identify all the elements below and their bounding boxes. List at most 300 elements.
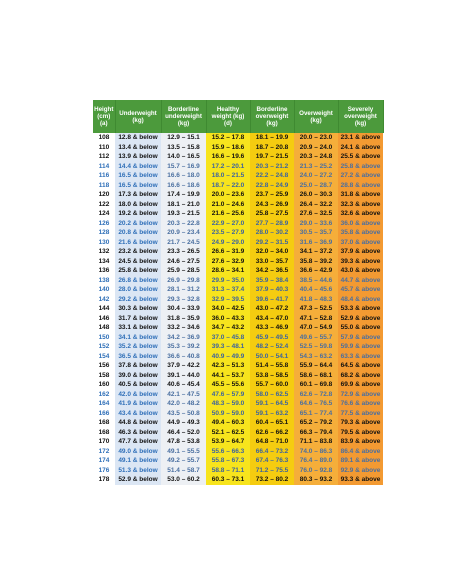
- healthy-weight-cell: 37.0 – 45.8: [206, 333, 250, 343]
- table-row: [93, 333, 383, 343]
- healthy-weight-cell: 49.4 – 60.3: [206, 418, 250, 428]
- severely-overweight-cell: 32.6 & above: [338, 209, 383, 219]
- overweight-cell: 35.8 – 39.2: [294, 257, 338, 267]
- borderline-underweight-cell: 46.4 – 52.0: [161, 428, 206, 438]
- table-row: [93, 266, 383, 276]
- borderline-underweight-cell: 40.6 – 45.4: [161, 380, 206, 390]
- height-cell: 148: [93, 323, 115, 333]
- header-borderline-overweight: Borderline overweight (kg): [250, 100, 294, 133]
- overweight-cell: 54.3 – 63.2: [294, 352, 338, 362]
- severely-overweight-cell: 86.4 & above: [338, 447, 383, 457]
- borderline-overweight-cell: 51.4 – 55.8: [250, 361, 294, 371]
- underweight-cell: 33.1 & below: [115, 323, 161, 333]
- height-cell: 138: [93, 276, 115, 286]
- height-cell: 160: [93, 380, 115, 390]
- table-row: [93, 456, 383, 466]
- overweight-cell: 76.4 – 89.0: [294, 456, 338, 466]
- table-row: [93, 209, 383, 219]
- severely-overweight-cell: 35.8 & above: [338, 228, 383, 238]
- table-row: [93, 314, 383, 324]
- overweight-cell: 49.6 – 55.7: [294, 333, 338, 343]
- borderline-overweight-cell: 71.2 – 75.5: [250, 466, 294, 476]
- severely-overweight-cell: 39.3 & above: [338, 257, 383, 267]
- table-row: [93, 342, 383, 352]
- underweight-cell: 23.2 & below: [115, 247, 161, 257]
- table-row: [93, 238, 383, 248]
- overweight-cell: 20.3 – 24.8: [294, 152, 338, 162]
- severely-overweight-cell: 93.3 & above: [338, 475, 383, 485]
- healthy-weight-cell: 55.6 – 66.3: [206, 447, 250, 457]
- overweight-cell: 34.1 – 37.2: [294, 247, 338, 257]
- severely-overweight-cell: 57.9 & above: [338, 333, 383, 343]
- severely-overweight-cell: 64.5 & above: [338, 361, 383, 371]
- height-cell: 158: [93, 371, 115, 381]
- height-cell: 142: [93, 295, 115, 305]
- severely-overweight-cell: 43.0 & above: [338, 266, 383, 276]
- underweight-cell: 17.3 & below: [115, 190, 161, 200]
- underweight-cell: 18.0 & below: [115, 200, 161, 210]
- table-row: [93, 466, 383, 476]
- overweight-cell: 30.5 – 35.7: [294, 228, 338, 238]
- overweight-cell: 47.1 – 52.8: [294, 314, 338, 324]
- borderline-underweight-cell: 14.0 – 16.5: [161, 152, 206, 162]
- healthy-weight-cell: 20.0 – 23.6: [206, 190, 250, 200]
- overweight-cell: 66.3 – 79.4: [294, 428, 338, 438]
- borderline-underweight-cell: 23.3 – 26.5: [161, 247, 206, 257]
- overweight-cell: 58.6 – 68.1: [294, 371, 338, 381]
- table-row: [93, 428, 383, 438]
- overweight-cell: 36.6 – 42.9: [294, 266, 338, 276]
- borderline-overweight-cell: 32.0 – 34.0: [250, 247, 294, 257]
- overweight-cell: 65.1 – 77.4: [294, 409, 338, 419]
- height-cell: 172: [93, 447, 115, 457]
- table-row: [93, 276, 383, 286]
- borderline-underweight-cell: 18.1 – 21.0: [161, 200, 206, 210]
- underweight-cell: 13.9 & below: [115, 152, 161, 162]
- underweight-cell: 51.3 & below: [115, 466, 161, 476]
- underweight-cell: 40.5 & below: [115, 380, 161, 390]
- height-cell: 176: [93, 466, 115, 476]
- underweight-cell: 13.4 & below: [115, 143, 161, 153]
- healthy-weight-cell: 22.9 – 27.0: [206, 219, 250, 229]
- height-cell: 166: [93, 409, 115, 419]
- overweight-cell: 47.3 – 52.5: [294, 304, 338, 314]
- overweight-cell: 71.1 – 83.8: [294, 437, 338, 447]
- table-row: [93, 200, 383, 210]
- severely-overweight-cell: 53.3 & above: [338, 304, 383, 314]
- table-row: [93, 361, 383, 371]
- height-cell: 168: [93, 428, 115, 438]
- severely-overweight-cell: 69.9 & above: [338, 380, 383, 390]
- height-cell: 174: [93, 456, 115, 466]
- healthy-weight-cell: 18.7 – 22.0: [206, 181, 250, 191]
- height-cell: 126: [93, 219, 115, 229]
- healthy-weight-cell: 27.6 – 32.9: [206, 257, 250, 267]
- height-cell: 170: [93, 437, 115, 447]
- table-row: [93, 295, 383, 305]
- height-cell: 144: [93, 304, 115, 314]
- overweight-cell: 24.0 – 27.2: [294, 171, 338, 181]
- borderline-overweight-cell: 22.2 – 24.8: [250, 171, 294, 181]
- healthy-weight-cell: 17.2 – 20.1: [206, 162, 250, 172]
- borderline-underweight-cell: 16.6 – 18.6: [161, 181, 206, 191]
- severely-overweight-cell: 36.0 & above: [338, 219, 383, 229]
- severely-overweight-cell: 25.5 & above: [338, 152, 383, 162]
- borderline-overweight-cell: 28.0 – 30.2: [250, 228, 294, 238]
- height-cell: 136: [93, 266, 115, 276]
- borderline-underweight-cell: 34.2 – 36.9: [161, 333, 206, 343]
- borderline-underweight-cell: 24.6 – 27.5: [161, 257, 206, 267]
- borderline-overweight-cell: 59.1 – 64.5: [250, 399, 294, 409]
- severely-overweight-cell: 25.8 & above: [338, 162, 383, 172]
- healthy-weight-cell: 40.9 – 49.9: [206, 352, 250, 362]
- height-cell: 110: [93, 143, 115, 153]
- overweight-cell: 76.0 – 92.8: [294, 466, 338, 476]
- healthy-weight-cell: 15.9 – 18.6: [206, 143, 250, 153]
- height-cell: 108: [93, 133, 115, 143]
- severely-overweight-cell: 59.9 & above: [338, 342, 383, 352]
- underweight-cell: 39.0 & below: [115, 371, 161, 381]
- severely-overweight-cell: 23.1 & above: [338, 133, 383, 143]
- healthy-weight-cell: 15.2 – 17.8: [206, 133, 250, 143]
- table-row: [93, 190, 383, 200]
- severely-overweight-cell: 89.1 & above: [338, 456, 383, 466]
- overweight-cell: 26.4 – 32.2: [294, 200, 338, 210]
- overweight-cell: 25.0 – 28.7: [294, 181, 338, 191]
- borderline-underweight-cell: 42.1 – 47.5: [161, 390, 206, 400]
- severely-overweight-cell: 45.7 & above: [338, 285, 383, 295]
- borderline-underweight-cell: 12.9 – 15.1: [161, 133, 206, 143]
- severely-overweight-cell: 31.8 & above: [338, 190, 383, 200]
- severely-overweight-cell: 32.3 & above: [338, 200, 383, 210]
- healthy-weight-cell: 58.8 – 71.1: [206, 466, 250, 476]
- table-row: [93, 219, 383, 229]
- healthy-weight-cell: 28.6 – 34.1: [206, 266, 250, 276]
- overweight-cell: 38.5 – 44.6: [294, 276, 338, 286]
- height-cell: 150: [93, 333, 115, 343]
- healthy-weight-cell: 47.6 – 57.9: [206, 390, 250, 400]
- healthy-weight-cell: 48.3 – 59.0: [206, 399, 250, 409]
- height-cell: 128: [93, 228, 115, 238]
- underweight-cell: 31.7 & below: [115, 314, 161, 324]
- healthy-weight-cell: 31.3 – 37.4: [206, 285, 250, 295]
- borderline-underweight-cell: 49.1 – 55.5: [161, 447, 206, 457]
- height-cell: 122: [93, 200, 115, 210]
- borderline-underweight-cell: 21.7 – 24.5: [161, 238, 206, 248]
- overweight-cell: 20.9 – 24.0: [294, 143, 338, 153]
- underweight-cell: 52.9 & below: [115, 475, 161, 485]
- borderline-overweight-cell: 53.8 – 58.5: [250, 371, 294, 381]
- table-row: [93, 133, 383, 143]
- borderline-underweight-cell: 26.9 – 29.8: [161, 276, 206, 286]
- borderline-overweight-cell: 18.1 – 19.9: [250, 133, 294, 143]
- borderline-underweight-cell: 28.1 – 31.2: [161, 285, 206, 295]
- severely-overweight-cell: 79.5 & above: [338, 428, 383, 438]
- healthy-weight-cell: 52.1 – 62.5: [206, 428, 250, 438]
- underweight-cell: 42.0 & below: [115, 390, 161, 400]
- borderline-overweight-cell: 34.2 – 36.5: [250, 266, 294, 276]
- borderline-underweight-cell: 16.6 – 18.0: [161, 171, 206, 181]
- borderline-overweight-cell: 23.7 – 25.9: [250, 190, 294, 200]
- table-row: [93, 437, 383, 447]
- borderline-underweight-cell: 53.0 – 60.2: [161, 475, 206, 485]
- severely-overweight-cell: 77.5 & above: [338, 409, 383, 419]
- overweight-cell: 55.9 – 64.4: [294, 361, 338, 371]
- table-row: [93, 152, 383, 162]
- underweight-cell: 43.4 & below: [115, 409, 161, 419]
- borderline-overweight-cell: 62.6 – 66.2: [250, 428, 294, 438]
- healthy-weight-cell: 44.1 – 53.7: [206, 371, 250, 381]
- underweight-cell: 12.8 & below: [115, 133, 161, 143]
- borderline-underweight-cell: 33.2 – 34.6: [161, 323, 206, 333]
- underweight-cell: 34.1 & below: [115, 333, 161, 343]
- table-row: [93, 380, 383, 390]
- table-row: [93, 409, 383, 419]
- healthy-weight-cell: 16.6 – 19.6: [206, 152, 250, 162]
- healthy-weight-cell: 21.6 – 25.6: [206, 209, 250, 219]
- borderline-overweight-cell: 73.2 – 80.2: [250, 475, 294, 485]
- underweight-cell: 19.2 & below: [115, 209, 161, 219]
- borderline-overweight-cell: 66.4 – 73.2: [250, 447, 294, 457]
- borderline-overweight-cell: 20.3 – 21.2: [250, 162, 294, 172]
- borderline-underweight-cell: 49.2 – 55.7: [161, 456, 206, 466]
- borderline-overweight-cell: 43.0 – 47.2: [250, 304, 294, 314]
- borderline-overweight-cell: 24.3 – 26.9: [250, 200, 294, 210]
- healthy-weight-cell: 18.0 – 21.5: [206, 171, 250, 181]
- healthy-weight-cell: 39.3 – 48.1: [206, 342, 250, 352]
- healthy-weight-cell: 23.5 – 27.9: [206, 228, 250, 238]
- healthy-weight-cell: 42.3 – 51.3: [206, 361, 250, 371]
- borderline-underweight-cell: 47.8 – 53.8: [161, 437, 206, 447]
- severely-overweight-cell: 68.2 & above: [338, 371, 383, 381]
- height-cell: 154: [93, 352, 115, 362]
- height-cell: 168: [93, 418, 115, 428]
- borderline-overweight-cell: 35.9 – 38.4: [250, 276, 294, 286]
- table-row: [93, 399, 383, 409]
- underweight-cell: 20.2 & below: [115, 219, 161, 229]
- healthy-weight-cell: 29.9 – 35.0: [206, 276, 250, 286]
- healthy-weight-cell: 32.9 – 39.5: [206, 295, 250, 305]
- overweight-cell: 80.3 – 93.2: [294, 475, 338, 485]
- borderline-overweight-cell: 19.7 – 21.5: [250, 152, 294, 162]
- severely-overweight-cell: 92.9 & above: [338, 466, 383, 476]
- severely-overweight-cell: 44.7 & above: [338, 276, 383, 286]
- borderline-overweight-cell: 43.4 – 47.0: [250, 314, 294, 324]
- healthy-weight-cell: 21.0 – 24.6: [206, 200, 250, 210]
- healthy-weight-cell: 34.7 – 43.2: [206, 323, 250, 333]
- header-healthy-weight: Healthy weight (kg) (d): [206, 100, 250, 133]
- borderline-overweight-cell: 37.9 – 40.3: [250, 285, 294, 295]
- borderline-underweight-cell: 51.4 – 58.7: [161, 466, 206, 476]
- overweight-cell: 74.0 – 86.3: [294, 447, 338, 457]
- overweight-cell: 26.0 – 30.3: [294, 190, 338, 200]
- underweight-cell: 44.8 & below: [115, 418, 161, 428]
- table-row: [93, 257, 383, 267]
- height-cell: 162: [93, 390, 115, 400]
- borderline-overweight-cell: 67.4 – 76.3: [250, 456, 294, 466]
- severely-overweight-cell: 27.2 & above: [338, 171, 383, 181]
- borderline-underweight-cell: 36.6 – 40.8: [161, 352, 206, 362]
- underweight-cell: 16.5 & below: [115, 181, 161, 191]
- borderline-underweight-cell: 20.9 – 23.4: [161, 228, 206, 238]
- table-body: [93, 133, 383, 485]
- height-cell: 156: [93, 361, 115, 371]
- underweight-cell: 49.0 & below: [115, 447, 161, 457]
- overweight-cell: 64.6 – 76.5: [294, 399, 338, 409]
- borderline-overweight-cell: 64.8 – 71.0: [250, 437, 294, 447]
- header-severely-overweight: Severely overweight (kg): [338, 100, 383, 133]
- borderline-overweight-cell: 48.2 – 52.4: [250, 342, 294, 352]
- severely-overweight-cell: 63.3 & above: [338, 352, 383, 362]
- height-cell: 132: [93, 247, 115, 257]
- severely-overweight-cell: 72.9 & above: [338, 390, 383, 400]
- severely-overweight-cell: 37.9 & above: [338, 247, 383, 257]
- height-cell: 146: [93, 314, 115, 324]
- underweight-cell: 41.9 & below: [115, 399, 161, 409]
- borderline-underweight-cell: 29.3 – 32.8: [161, 295, 206, 305]
- borderline-overweight-cell: 27.7 – 28.9: [250, 219, 294, 229]
- table-row: [93, 171, 383, 181]
- borderline-overweight-cell: 25.8 – 27.5: [250, 209, 294, 219]
- severely-overweight-cell: 37.0 & above: [338, 238, 383, 248]
- overweight-cell: 40.4 – 45.6: [294, 285, 338, 295]
- overweight-cell: 52.5 – 59.8: [294, 342, 338, 352]
- overweight-cell: 29.0 – 33.6: [294, 219, 338, 229]
- height-cell: 134: [93, 257, 115, 267]
- borderline-underweight-cell: 20.3 – 22.8: [161, 219, 206, 229]
- underweight-cell: 25.8 & below: [115, 266, 161, 276]
- overweight-cell: 21.3 – 25.2: [294, 162, 338, 172]
- table-row: [93, 247, 383, 257]
- borderline-underweight-cell: 30.4 – 33.9: [161, 304, 206, 314]
- borderline-underweight-cell: 13.5 – 15.8: [161, 143, 206, 153]
- underweight-cell: 46.3 & below: [115, 428, 161, 438]
- table-row: [93, 371, 383, 381]
- table-row: [93, 285, 383, 295]
- height-cell: 140: [93, 285, 115, 295]
- borderline-underweight-cell: 43.5 – 50.8: [161, 409, 206, 419]
- borderline-overweight-cell: 50.0 – 54.1: [250, 352, 294, 362]
- borderline-overweight-cell: 22.8 – 24.9: [250, 181, 294, 191]
- borderline-overweight-cell: 39.6 – 41.7: [250, 295, 294, 305]
- height-cell: 114: [93, 162, 115, 172]
- table-row: [93, 390, 383, 400]
- borderline-underweight-cell: 39.1 – 44.0: [161, 371, 206, 381]
- height-cell: 164: [93, 399, 115, 409]
- borderline-overweight-cell: 33.0 – 35.7: [250, 257, 294, 267]
- height-cell: 130: [93, 238, 115, 248]
- borderline-overweight-cell: 58.0 – 62.5: [250, 390, 294, 400]
- healthy-weight-cell: 36.0 – 43.3: [206, 314, 250, 324]
- underweight-cell: 35.2 & below: [115, 342, 161, 352]
- table-row: [93, 181, 383, 191]
- borderline-overweight-cell: 18.7 – 20.8: [250, 143, 294, 153]
- underweight-cell: 29.2 & below: [115, 295, 161, 305]
- borderline-underweight-cell: 44.9 – 49.3: [161, 418, 206, 428]
- healthy-weight-cell: 45.5 – 55.6: [206, 380, 250, 390]
- overweight-cell: 62.6 – 72.8: [294, 390, 338, 400]
- height-cell: 152: [93, 342, 115, 352]
- header-borderline-underweight: Borderline underweight (kg): [161, 100, 206, 133]
- underweight-cell: 14.4 & below: [115, 162, 161, 172]
- height-cell: 116: [93, 171, 115, 181]
- borderline-overweight-cell: 59.1 – 63.2: [250, 409, 294, 419]
- height-cell: 118: [93, 181, 115, 191]
- overweight-cell: 20.0 – 23.0: [294, 133, 338, 143]
- table-row: [93, 143, 383, 153]
- height-cell: 120: [93, 190, 115, 200]
- healthy-weight-cell: 60.3 – 73.1: [206, 475, 250, 485]
- weight-height-chart: [93, 100, 384, 485]
- underweight-cell: 21.6 & below: [115, 238, 161, 248]
- table-row: [93, 418, 383, 428]
- underweight-cell: 16.5 & below: [115, 171, 161, 181]
- borderline-overweight-cell: 60.4 – 65.1: [250, 418, 294, 428]
- header-underweight: Underweight (kg): [115, 100, 161, 133]
- healthy-weight-cell: 50.9 – 59.0: [206, 409, 250, 419]
- borderline-underweight-cell: 25.9 – 28.5: [161, 266, 206, 276]
- borderline-underweight-cell: 42.0 – 48.2: [161, 399, 206, 409]
- borderline-overweight-cell: 29.2 – 31.5: [250, 238, 294, 248]
- borderline-underweight-cell: 31.8 – 35.9: [161, 314, 206, 324]
- table-row: [93, 228, 383, 238]
- table-row: [93, 162, 383, 172]
- borderline-underweight-cell: 15.7 – 16.9: [161, 162, 206, 172]
- overweight-cell: 27.6 – 32.5: [294, 209, 338, 219]
- table-row: [93, 447, 383, 457]
- healthy-weight-cell: 55.8 – 67.3: [206, 456, 250, 466]
- severely-overweight-cell: 28.8 & above: [338, 181, 383, 191]
- underweight-cell: 24.5 & below: [115, 257, 161, 267]
- borderline-underweight-cell: 19.3 – 21.5: [161, 209, 206, 219]
- underweight-cell: 26.8 & below: [115, 276, 161, 286]
- underweight-cell: 36.5 & below: [115, 352, 161, 362]
- height-cell: 124: [93, 209, 115, 219]
- severely-overweight-cell: 76.6 & above: [338, 399, 383, 409]
- underweight-cell: 28.0 & below: [115, 285, 161, 295]
- overweight-cell: 65.2 – 79.2: [294, 418, 338, 428]
- underweight-cell: 37.8 & below: [115, 361, 161, 371]
- healthy-weight-cell: 24.9 – 29.0: [206, 238, 250, 248]
- overweight-cell: 31.6 – 36.9: [294, 238, 338, 248]
- severely-overweight-cell: 79.3 & above: [338, 418, 383, 428]
- borderline-overweight-cell: 43.3 – 46.9: [250, 323, 294, 333]
- healthy-weight-cell: 53.9 – 64.7: [206, 437, 250, 447]
- borderline-overweight-cell: 45.9 – 49.5: [250, 333, 294, 343]
- borderline-underweight-cell: 17.4 – 19.9: [161, 190, 206, 200]
- table-row: [93, 352, 383, 362]
- borderline-underweight-cell: 37.9 – 42.2: [161, 361, 206, 371]
- underweight-cell: 30.3 & below: [115, 304, 161, 314]
- header-height: Height (cm) (a): [93, 100, 115, 133]
- underweight-cell: 49.1 & below: [115, 456, 161, 466]
- table-row: [93, 304, 383, 314]
- header-overweight: Overweight (kg): [294, 100, 338, 133]
- severely-overweight-cell: 52.9 & above: [338, 314, 383, 324]
- overweight-cell: 60.1 – 69.8: [294, 380, 338, 390]
- overweight-cell: 47.0 – 54.9: [294, 323, 338, 333]
- table-row: [93, 323, 383, 333]
- height-cell: 112: [93, 152, 115, 162]
- underweight-cell: 47.7 & below: [115, 437, 161, 447]
- header-row: [93, 100, 383, 133]
- borderline-underweight-cell: 35.3 – 39.2: [161, 342, 206, 352]
- severely-overweight-cell: 83.9 & above: [338, 437, 383, 447]
- borderline-overweight-cell: 55.7 – 60.0: [250, 380, 294, 390]
- severely-overweight-cell: 55.0 & above: [338, 323, 383, 333]
- table-row: [93, 475, 383, 485]
- severely-overweight-cell: 24.1 & above: [338, 143, 383, 153]
